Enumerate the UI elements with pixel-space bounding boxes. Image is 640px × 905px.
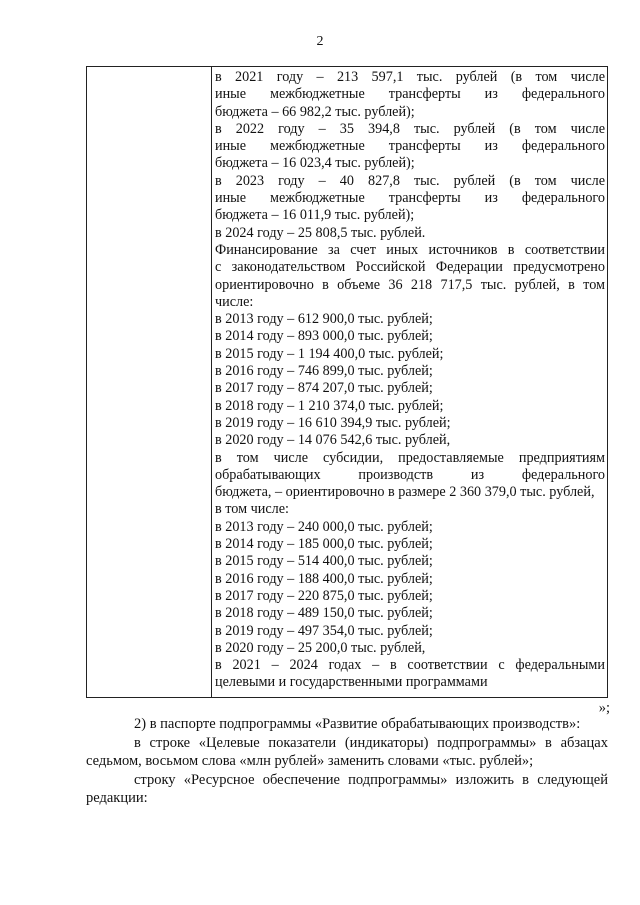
table-cell-line: в 2019 году – 16 610 394,9 тыс. рублей; xyxy=(215,414,451,431)
table-cell-line: бюджета – 16 011,9 тыс. рублей); xyxy=(215,207,415,224)
table-cell-line: ориентировочно в объеме 36 218 717,5 тыс. рублей, в том xyxy=(215,276,605,293)
table-cell-line: в 2016 году – 746 899,0 тыс. рублей; xyxy=(215,363,433,380)
table-cell-line: числе: xyxy=(215,293,254,310)
passport-table xyxy=(86,66,608,698)
table-column-divider xyxy=(211,67,212,697)
table-cell-line: в 2023 году – 40 827,8 тыс. рублей (в том числе xyxy=(215,172,605,189)
table-cell-line: бюджета, – ориентировочно в размере 2 360 379,0 тыс. рублей, xyxy=(215,484,595,501)
table-cell-line: в 2018 году – 489 150,0 тыс. рублей; xyxy=(215,605,433,622)
table-cell-line: бюджета – 16 023,4 тыс. рублей); xyxy=(215,155,415,172)
table-cell-line: иные межбюджетные трансферты из федерального xyxy=(215,86,605,103)
table-cell-line: иные межбюджетные трансферты из федерального xyxy=(215,138,605,155)
table-cell-line: целевыми и государственными программами xyxy=(215,674,488,691)
table-cell-line: в том числе: xyxy=(215,501,289,518)
table-cell-line: в 2015 году – 1 194 400,0 тыс. рублей; xyxy=(215,345,444,362)
table-cell-line: в 2016 году – 188 400,0 тыс. рублей; xyxy=(215,570,433,587)
table-cell-line: в 2013 году – 612 900,0 тыс. рублей; xyxy=(215,311,433,328)
table-cell-line: бюджета – 66 982,2 тыс. рублей); xyxy=(215,103,415,120)
table-cell-line: в 2018 году – 1 210 374,0 тыс. рублей; xyxy=(215,397,444,414)
table-cell-line: с законодательством Российской Федерации предусмотрено xyxy=(215,259,605,276)
closing-quote-mark: »; xyxy=(598,700,610,716)
table-cell-line: в 2021 году – 213 597,1 тыс. рублей (в том числе xyxy=(215,69,605,85)
page-number: 2 xyxy=(316,34,324,49)
table-cell-line: в 2021 – 2024 годах – в соответствии с федеральными xyxy=(215,657,605,674)
table-cell-line: в том числе субсидии, предоставляемые предприятиям xyxy=(215,449,605,466)
table-cell-line: в 2013 году – 240 000,0 тыс. рублей; xyxy=(215,518,433,535)
table-cell-line: в 2014 году – 893 000,0 тыс. рублей; xyxy=(215,328,433,345)
table-cell-line: обрабатывающих производств из федерального xyxy=(215,466,605,483)
body-paragraph-line: строку «Ресурсное обеспечение подпрограммы» изложить в следующей xyxy=(134,771,608,788)
table-cell-line: в 2020 году – 14 076 542,6 тыс. рублей, xyxy=(215,432,451,449)
amendment-paragraphs xyxy=(86,715,608,808)
table-cell-line: в 2014 году – 185 000,0 тыс. рублей; xyxy=(215,536,433,553)
table-cell-line: в 2019 году – 497 354,0 тыс. рублей; xyxy=(215,622,433,639)
body-paragraph-line: 2) в паспорте подпрограммы «Развитие обрабатывающих производств»: xyxy=(134,716,581,732)
body-paragraph-line: в строке «Целевые показатели (индикаторы) подпрограммы» в абзацах xyxy=(134,734,608,751)
table-cell-line: иные межбюджетные трансферты из федерального xyxy=(215,190,605,207)
table-cell-line: в 2017 году – 220 875,0 тыс. рублей; xyxy=(215,587,433,604)
table-cell-line: в 2020 году – 25 200,0 тыс. рублей, xyxy=(215,639,426,656)
table-cell-line: в 2022 году – 35 394,8 тыс. рублей (в том числе xyxy=(215,120,605,137)
table-cell-line: Финансирование за счет иных источников в соответствии xyxy=(215,241,605,258)
table-cell-line: в 2024 году – 25 808,5 тыс. рублей. xyxy=(215,224,426,241)
body-paragraph-line: седьмом, восьмом слова «млн рублей» заменить словами «тыс. рублей»; xyxy=(86,753,534,770)
table-cell-line: в 2017 году – 874 207,0 тыс. рублей; xyxy=(215,380,433,397)
table-cell-line: в 2015 году – 514 400,0 тыс. рублей; xyxy=(215,553,433,570)
table-value-cell xyxy=(215,69,605,692)
body-paragraph-line: редакции: xyxy=(86,790,148,807)
